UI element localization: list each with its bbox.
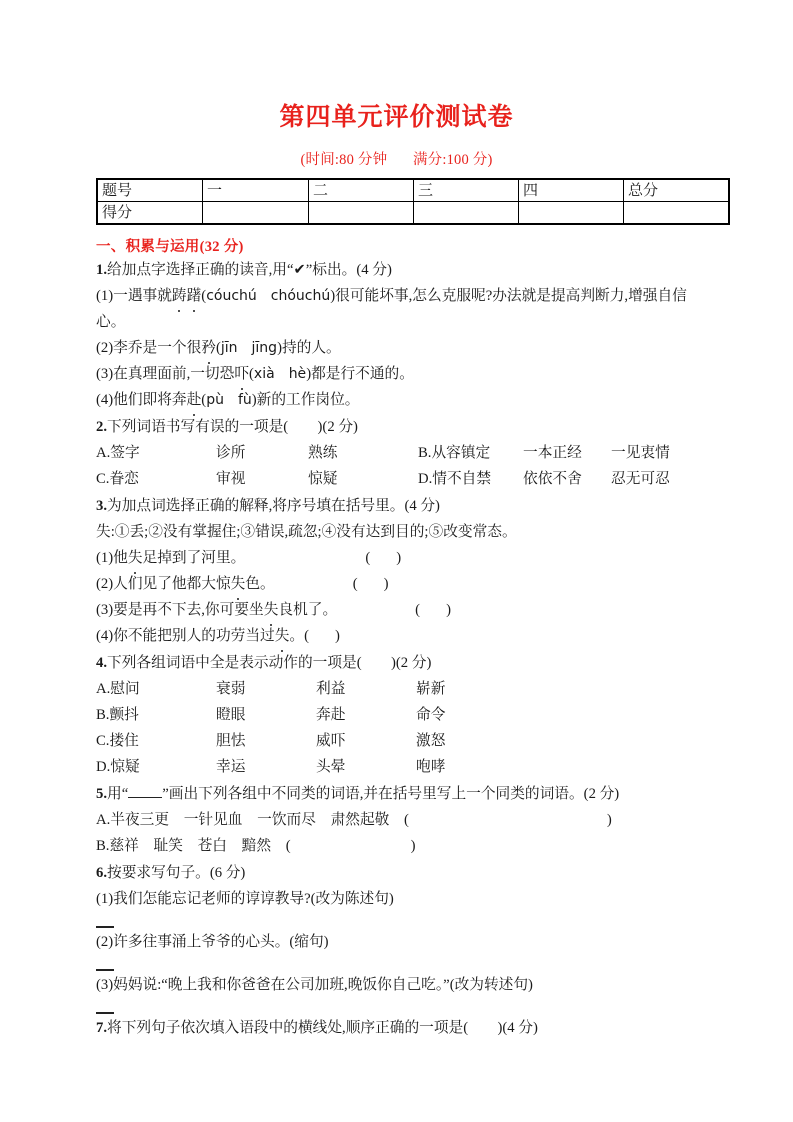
option-cell: 命令 [416, 707, 446, 723]
question-6-item-2: (2)许多往事涌上爷爷的心头。(缩句) [96, 934, 329, 950]
option-cell: 衰弱 [216, 681, 246, 697]
question-4-text: 下列各组词语中全是表示动作的一项是( )(2 分) [107, 655, 432, 671]
score-input-cell[interactable] [203, 202, 309, 225]
option-c[interactable]: C.眷恋 [96, 471, 139, 487]
answer-line[interactable] [96, 926, 114, 928]
option-cell: 咆哮 [416, 759, 446, 775]
question-3-legend: 失:①丢;②没有掌握住;③错误,疏忽;④没有达到目的;⑤改变常态。 [96, 524, 517, 540]
section-heading-1: 一、积累与运用(32 分) [96, 239, 244, 255]
page-content [96, 0, 697, 1041]
option-a[interactable]: A.慰问 [96, 681, 140, 697]
question-4-number: 4. [96, 655, 108, 671]
question-5-number: 5. [96, 786, 108, 802]
question-5-item-b-text: B.慈祥 耻笑 苍白 黯然 ( [96, 838, 291, 854]
option-cell: 一见衷情 [611, 445, 670, 461]
score-table-cell: 四 [519, 179, 624, 202]
question-3-item-3: (3)要是再不下去,你可要坐失良机了。 ( ) [96, 597, 697, 623]
score-input-cell[interactable] [414, 202, 519, 225]
question-7-number: 7. [96, 1020, 108, 1036]
score-table-cell: 总分 [624, 179, 730, 202]
question-4-option-row [96, 728, 697, 754]
question-1-number: 1. [96, 262, 108, 278]
question-2-text: 下列词语书写有误的一项是( )(2 分) [107, 419, 358, 435]
question-3-stem [96, 493, 697, 519]
question-1-item-3: (3)在真理面前,一切恐吓(xià hè)都是行不通的。 [96, 361, 697, 387]
answer-line[interactable] [96, 1012, 114, 1014]
question-4-stem [96, 650, 697, 676]
question-3-item-2: (2)人们见了他都大惊失色。 ( ) [96, 571, 697, 597]
question-6-item-1: (1)我们怎能忘记老师的谆谆教导?(改为陈述句) [96, 891, 394, 907]
option-c[interactable]: C.搂住 [96, 733, 139, 749]
question-3-item-1: (1)他失足掉到了河里。 ( ) [96, 545, 697, 571]
option-cell: 利益 [316, 681, 346, 697]
option-cell: 头晕 [316, 759, 346, 775]
question-2-number: 2. [96, 419, 108, 435]
exam-total-score: 满分:100 分) [412, 152, 493, 168]
table-row [97, 179, 729, 202]
page-title: 第四单元评价测试卷 [279, 103, 514, 131]
question-3-number: 3. [96, 498, 108, 514]
question-2-option-row [96, 466, 697, 492]
option-cell: 惊疑 [308, 471, 338, 487]
option-b[interactable]: B.颤抖 [96, 707, 139, 723]
option-cell: 崭新 [416, 681, 446, 697]
option-cell: 威吓 [316, 733, 346, 749]
question-5-text-pre: 用“ [107, 786, 129, 802]
option-cell: 忍无可忍 [611, 471, 670, 487]
answer-line[interactable] [96, 969, 114, 971]
table-row [97, 202, 729, 225]
question-6-text: 按要求写句子。(6 分) [107, 865, 246, 881]
option-a[interactable]: A.签字 [96, 445, 140, 461]
score-input-cell[interactable] [309, 202, 414, 225]
option-cell: 熟练 [308, 445, 338, 461]
question-3-item-4: (4)你不能把别人的功劳当过失。( ) [96, 623, 697, 649]
question-6-number: 6. [96, 865, 108, 881]
question-4-option-row [96, 676, 697, 702]
score-input-cell[interactable] [624, 202, 730, 225]
question-1-item-1: (1)一遇事就踌躇(cóuchú chóuchú)很可能坏事,怎么克服呢?办法就是提高判断力,增强自信心。 [96, 283, 697, 335]
score-table-cell: 三 [414, 179, 519, 202]
score-table-cell: 二 [309, 179, 414, 202]
option-cell: 激怒 [416, 733, 446, 749]
option-d[interactable]: D.惊疑 [96, 759, 140, 775]
option-cell: 幸运 [216, 759, 246, 775]
option-cell: 胆怯 [216, 733, 246, 749]
question-1-text: 给加点字选择正确的读音,用“✔”标出。(4 分) [107, 262, 392, 278]
question-6-item-3: (3)妈妈说:“晚上我和你爸爸在公司加班,晚饭你自己吃。”(改为转述句) [96, 977, 533, 993]
underline-symbol-icon [128, 784, 162, 798]
question-2-option-row [96, 440, 697, 466]
question-3-text: 为加点词选择正确的解释,将序号填在括号里。(4 分) [107, 498, 440, 514]
option-cell: 审视 [216, 471, 246, 487]
question-5-stem [96, 781, 697, 807]
question-4-option-row [96, 754, 697, 780]
question-1-stem [96, 257, 697, 283]
option-b[interactable]: B.从容镇定 [418, 445, 491, 461]
exam-time: (时间:80 分钟 [300, 152, 388, 168]
question-7-text: 将下列句子依次填入语段中的横线处,顺序正确的一项是( )(4 分) [107, 1020, 538, 1036]
option-cell: 诊所 [216, 445, 246, 461]
score-table [96, 178, 730, 225]
question-7-stem [96, 1015, 697, 1041]
question-1-item-2: (2)李乔是一个很矜(jīn jīng)持的人。 [96, 335, 697, 361]
score-input-cell[interactable] [519, 202, 624, 225]
score-table-cell: 题号 [97, 179, 203, 202]
option-cell: 依依不舍 [523, 471, 582, 487]
option-cell: 瞪眼 [216, 707, 246, 723]
score-table-cell: 得分 [97, 202, 203, 225]
option-d[interactable]: D.情不自禁 [418, 471, 492, 487]
question-6-stem [96, 860, 697, 886]
score-table-cell: 一 [203, 179, 309, 202]
option-cell: 奔赴 [316, 707, 346, 723]
option-cell: 一本正经 [523, 445, 582, 461]
question-4-option-row [96, 702, 697, 728]
question-5-text-post: ”画出下列各组中不同类的词语,并在括号里写上一个同类的词语。(2 分) [162, 786, 620, 802]
question-2-stem [96, 414, 697, 440]
question-5-item-a[interactable]: A.半夜三更 一针见血 一饮而尽 肃然起敬 ( ) [96, 812, 612, 828]
question-5-item-b[interactable]: B.慈祥 耻笑 苍白 黯然 ( ) [96, 838, 416, 854]
question-1-item-4: (4)他们即将奔赴(pù fù)新的工作岗位。 [96, 387, 697, 413]
question-5-item-a-text: A.半夜三更 一针见血 一饮而尽 肃然起敬 ( [96, 812, 409, 828]
exam-meta [96, 148, 697, 169]
